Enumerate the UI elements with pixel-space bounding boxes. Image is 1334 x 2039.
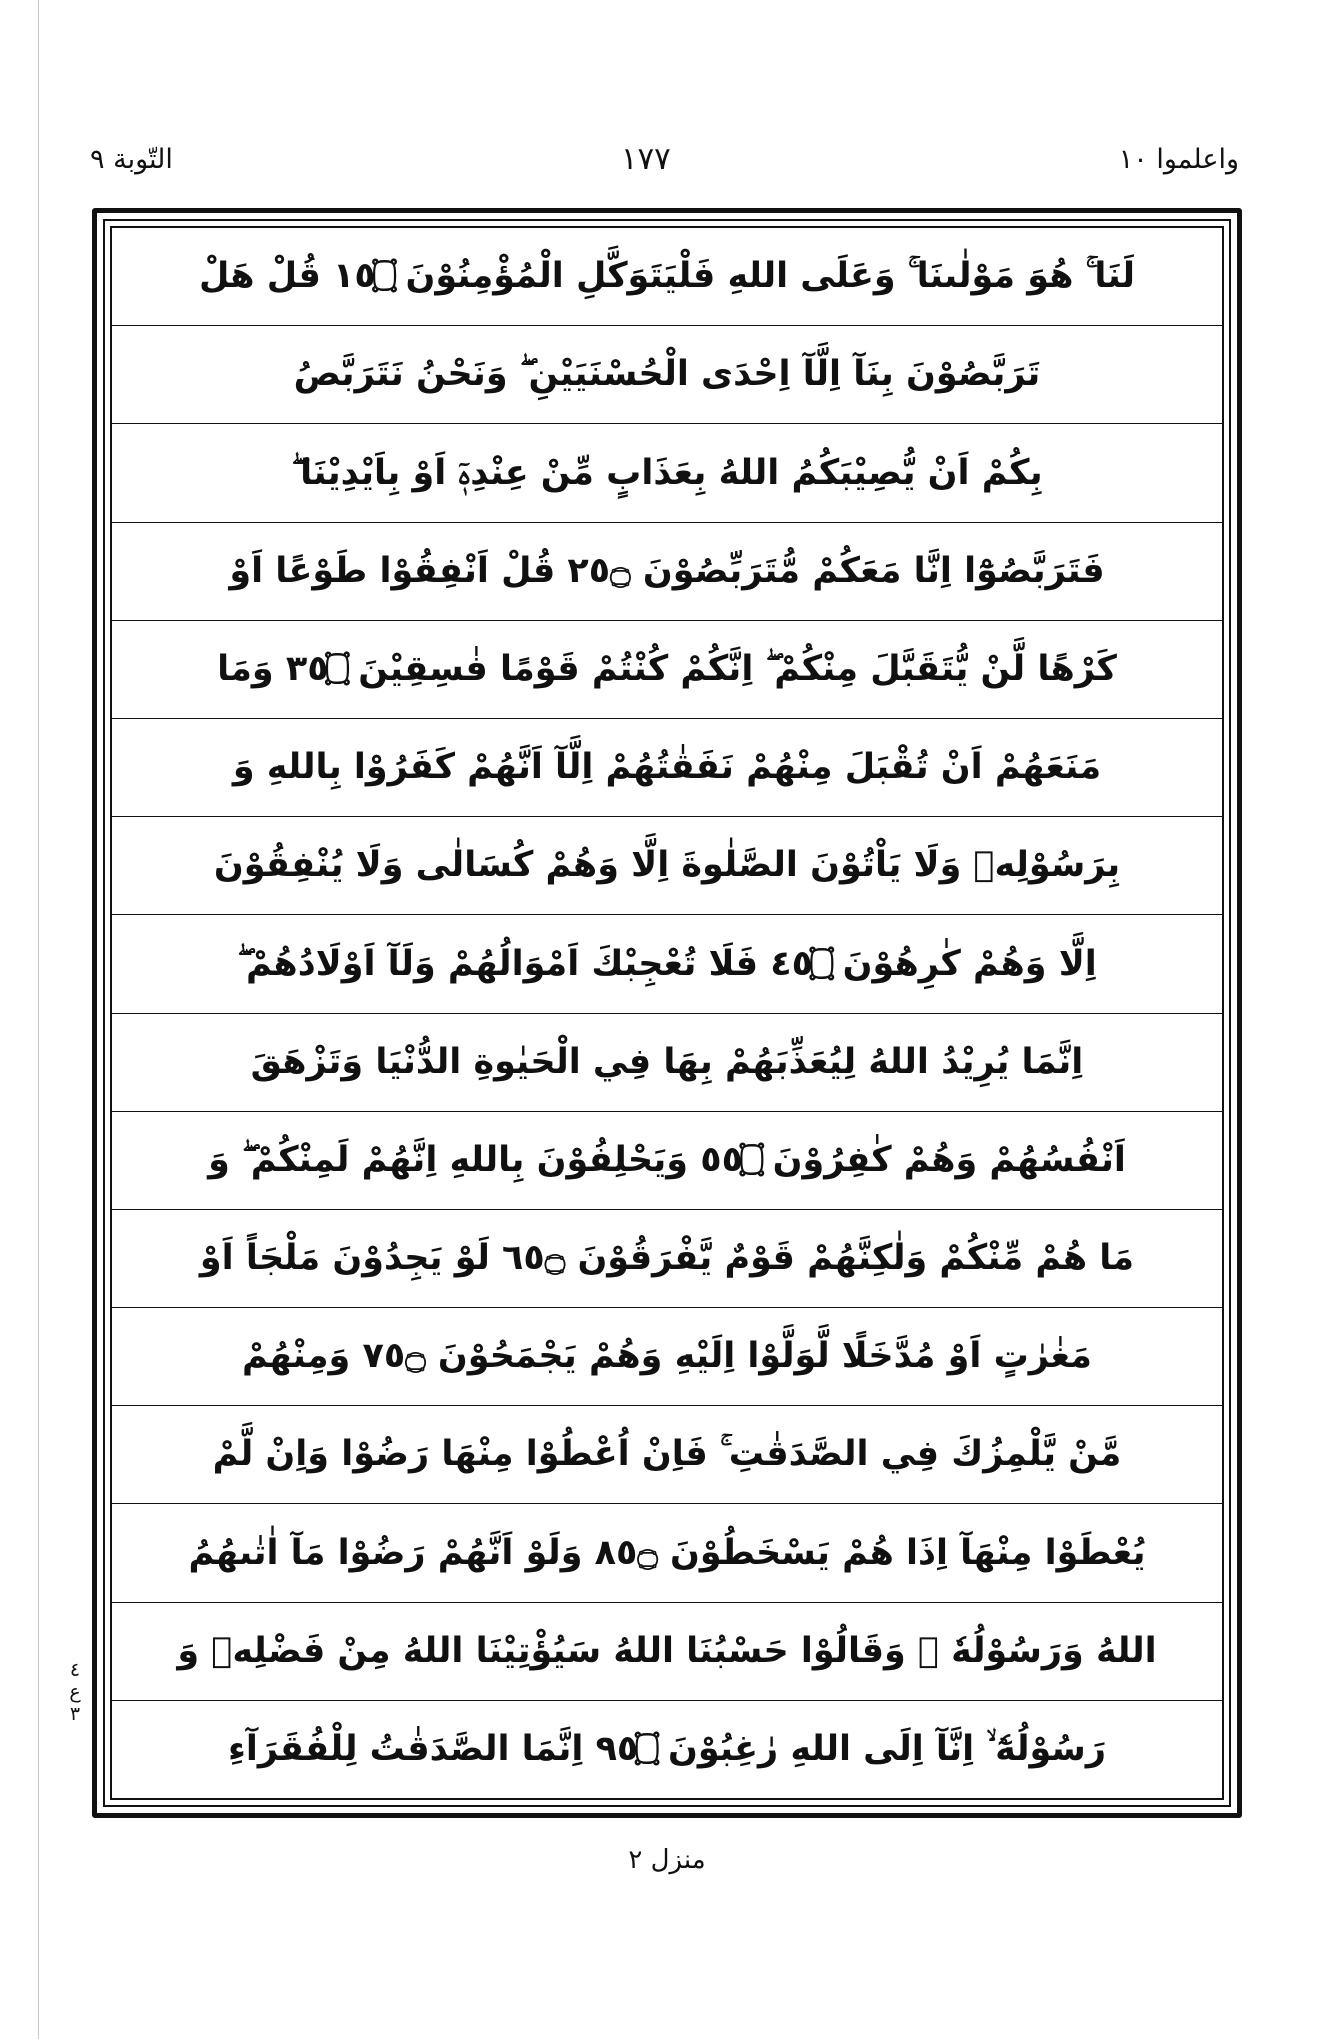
ayah-lines-container [110, 226, 1224, 1800]
text-frame [92, 208, 1242, 1818]
ayah-line [112, 523, 1222, 621]
ayah-line [112, 1406, 1222, 1504]
ayah-line [112, 228, 1222, 326]
ayah-line [112, 817, 1222, 915]
ayah-line [112, 1308, 1222, 1406]
ayah-line-text: يُعْطَوْا مِنْهَآ اِذَا هُمْ يَسْخَطُوْنَ ۝٥٨ وَلَوْ اَنَّهُمْ رَضُوْا مَآ اٰتٰىهُمُ [188, 1532, 1146, 1573]
ayah-line [112, 915, 1222, 1013]
ayah-line [112, 1701, 1222, 1798]
manzil-label: منزل ٢ [628, 1845, 706, 1875]
page-footer [0, 1845, 1334, 1875]
ayah-line-text: كَرْهًا لَّنْ يُّتَقَبَّلَ مِنْكُمْ ۖ اِنَّكُمْ كُنْتُمْ قَوْمًا فٰسِقِيْنَ ۝٥٣ وَمَا [217, 648, 1117, 689]
surah-label: التّوبة ٩ [90, 143, 173, 175]
ayah-line [112, 1112, 1222, 1210]
ayah-line-text: اَنْفُسُهُمْ وَهُمْ كٰفِرُوْنَ ۝٥٥ وَيَحْلِفُوْنَ بِاللهِ اِنَّهُمْ لَمِنْكُمْ ۖ وَ [208, 1139, 1126, 1180]
page-number: ١٧٧ [620, 140, 671, 177]
juz-label: واعلموا ١٠ [1118, 143, 1239, 175]
ayah-line-text: اِنَّمَا يُرِيْدُ اللهُ لِيُعَذِّبَهُمْ بِهَا فِي الْحَيٰوةِ الدُّنْيَا وَتَزْهَقَ [250, 1041, 1084, 1082]
ayah-line-text: بِكُمْ اَنْ يُّصِيْبَكُمُ اللهُ بِعَذَابٍ مِّنْ عِنْدِهٖٓ اَوْ بِاَيْدِيْنَا ۖ [291, 452, 1043, 493]
ayah-line [112, 1504, 1222, 1602]
ruku-symbol: ع [69, 1680, 81, 1703]
ayah-line [112, 424, 1222, 522]
ayah-line [112, 1210, 1222, 1308]
ayah-line [112, 326, 1222, 424]
ayah-line [112, 719, 1222, 817]
ayah-line-text: رَسُوْلُهٗٓ ۙ اِنَّآ اِلَى اللهِ رٰغِبُوْنَ ۝٥٩ اِنَّمَا الصَّدَقٰتُ لِلْفُقَرَآءِ [227, 1729, 1106, 1770]
ayah-line-text: فَتَرَبَّصُوْٓا اِنَّا مَعَكُمْ مُّتَرَبِّصُوْنَ ۝٥٢ قُلْ اَنْفِقُوْا طَوْعًا اَوْ [229, 550, 1105, 591]
ayah-line-text: مَّنْ يَّلْمِزُكَ فِي الصَّدَقٰتِ ۚ فَاِنْ اُعْطُوْا مِنْهَا رَضُوْا وَاِنْ لَّمْ [212, 1434, 1122, 1475]
ayah-line [112, 621, 1222, 719]
page-header [90, 135, 1239, 183]
ayah-line-text: لَنَا ۚ هُوَ مَوْلٰىنَا ۚ وَعَلَى اللهِ فَلْيَتَوَكَّلِ الْمُؤْمِنُوْنَ ۝٥١ قُلْ هَلْ [199, 256, 1135, 297]
ruku-number-bottom: ٣ [69, 1702, 81, 1725]
text-frame-middle-border [103, 219, 1231, 1807]
ayah-line-text: اللهُ وَرَسُوْلُهٗ ۙ وَقَالُوْا حَسْبُنَا اللهُ سَيُؤْتِيْنَا اللهُ مِنْ فَضْلِهٖ وَ [177, 1630, 1157, 1671]
ayah-line-text: مَغٰرٰتٍ اَوْ مُدَّخَلًا لَّوَلَّوْا اِلَيْهِ وَهُمْ يَجْمَحُوْنَ ۝٥٧ وَمِنْهُمْ [242, 1336, 1092, 1377]
ayah-line-text: بِرَسُوْلِهٖ وَلَا يَاْتُوْنَ الصَّلٰوةَ اِلَّا وَهُمْ كُسَالٰى وَلَا يُنْفِقُوْنَ [213, 845, 1121, 886]
ruku-marker [58, 1660, 92, 1726]
ayah-line-text: اِلَّا وَهُمْ كٰرِهُوْنَ ۝٥٤ فَلَا تُعْجِبْكَ اَمْوَالُهُمْ وَلَآ اَوْلَادُهُمْ ۖ [237, 943, 1097, 984]
ayah-line-text: مَا هُمْ مِّنْكُمْ وَلٰكِنَّهُمْ قَوْمٌ يَّفْرَقُوْنَ ۝٥٦ لَوْ يَجِدُوْنَ مَلْجَاً اَوْ [199, 1238, 1135, 1279]
ayah-line [112, 1014, 1222, 1112]
ruku-number-top: ٤ [69, 1659, 81, 1681]
ayah-line [112, 1603, 1222, 1701]
ayah-line-text: مَنَعَهُمْ اَنْ تُقْبَلَ مِنْهُمْ نَفَقٰتُهُمْ اِلَّآ اَنَّهُمْ كَفَرُوْا بِاللهِ وَ [232, 747, 1102, 788]
ayah-line-text: تَرَبَّصُوْنَ بِنَآ اِلَّآ اِحْدَى الْحُسْنَيَيْنِ ۖ وَنَحْنُ نَتَرَبَّصُ [293, 354, 1041, 395]
